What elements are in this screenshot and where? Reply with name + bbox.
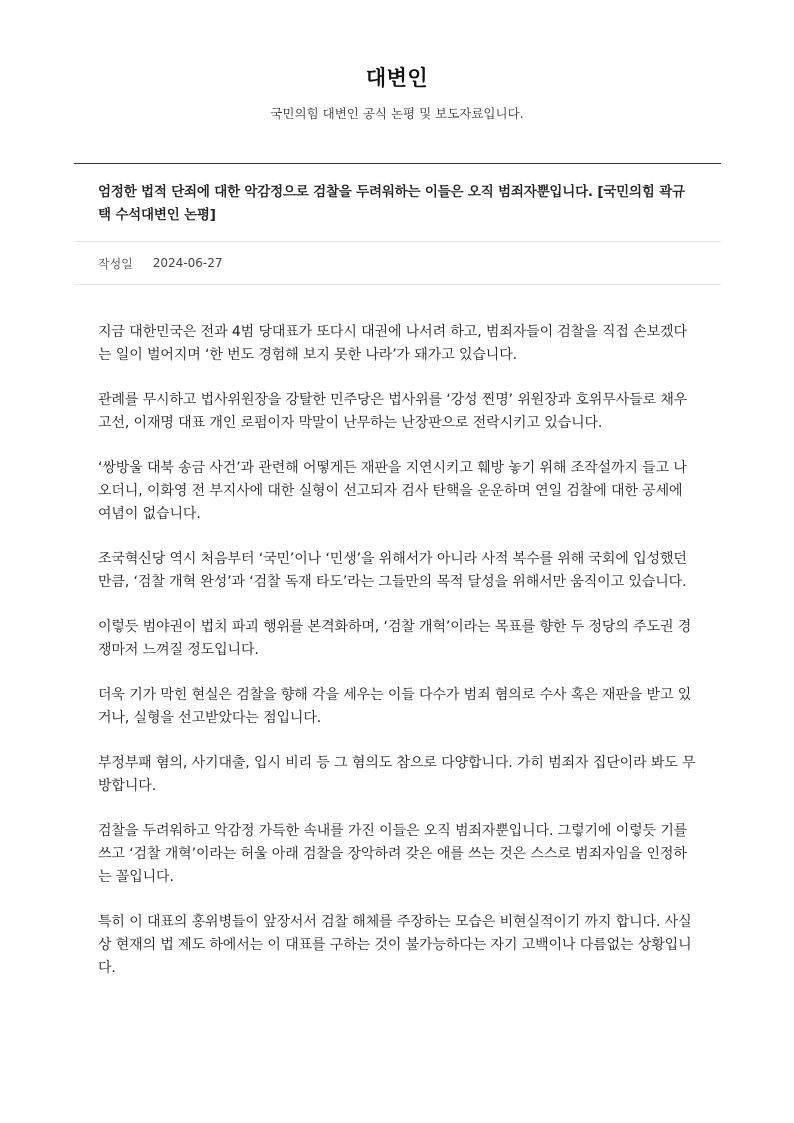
article-body bbox=[74, 285, 721, 980]
page-subtitle: 국민의힘 대변인 공식 논평 및 보도자료입니다. bbox=[270, 106, 524, 121]
paragraph: 검찰을 두려워하고 악감정 가득한 속내를 가진 이들은 오직 범죄자뿐입니다. 그렇기에 이렇듯 기를 쓰고 ‘검찰 개혁’이라는 허울 아래 검찰을 장악하려 갖은 애를 쓰는 것은 스스로 범죄자임을 인정하는 꼴입니다. bbox=[98, 823, 688, 885]
paragraph: 특히 이 대표의 홍위병들이 앞장서서 검찰 해체를 주장하는 모습은 비현실적이기 까지 합니다. 사실상 현재의 법 제도 하에서는 이 대표를 구하는 것이 불가능하다는 자기 고백이나 다름없는 상황입니다. bbox=[98, 914, 692, 976]
article-meta bbox=[74, 241, 721, 285]
date-value: 2024-06-27 bbox=[152, 256, 223, 270]
article bbox=[74, 163, 721, 1002]
article-title: 엄정한 법적 단죄에 대한 악감정으로 검찰을 두려워하는 이들은 오직 범죄자뿐입니다. [국민의힘 곽규택 수석대변인 논평] bbox=[98, 184, 685, 223]
paragraph: ‘쌍방울 대북 송금 사건’과 관련해 어떻게든 재판을 지연시키고 훼방 놓기 위해 조작설까지 들고 나오더니, 이화영 전 부지사에 대한 실형이 선고되자 검사 탄핵을 운운하며 연일 검찰에 대한 공세에 여념이 없습니다. bbox=[98, 460, 687, 522]
page-title: 대변인 bbox=[365, 66, 429, 90]
date-label: 작성일 bbox=[98, 256, 133, 271]
paragraph: 부정부패 혐의, 사기대출, 입시 비리 등 그 혐의도 참으로 다양합니다. 가히 범죄자 집단이라 봐도 무방합니다. bbox=[98, 755, 696, 794]
paragraph: 지금 대한민국은 전과 4범 당대표가 또다시 대권에 나서려 하고, 범죄자들이 검찰을 직접 손보겠다는 일이 벌어지며 ‘한 번도 경험해 보지 못한 나라’가 돼가고 있습니다. bbox=[98, 324, 687, 363]
paragraph: 이렇듯 범야권이 법치 파괴 행위를 본격화하며, ‘검찰 개혁’이라는 목표를 향한 두 정당의 주도권 경쟁마저 느껴질 정도입니다. bbox=[98, 619, 692, 658]
paragraph: 조국혁신당 역시 처음부터 ‘국민’이나 ‘민생’을 위해서가 아니라 사적 복수를 위해 국회에 입성했던 만큼, ‘검찰 개혁 완성’과 ‘검찰 독재 타도’라는 그들만의 목적 달성을 위해서만 움직이고 있습니다. bbox=[98, 551, 687, 590]
paragraph: 더욱 기가 막힌 현실은 검찰을 향해 각을 세우는 이들 다수가 범죄 혐의로 수사 혹은 재판을 받고 있거나, 실형을 선고받았다는 점입니다. bbox=[98, 687, 692, 726]
paragraph: 관례를 무시하고 법사위원장을 강탈한 민주당은 법사위를 ‘강성 찐명’ 위원장과 호위무사들로 채우고선, 이재명 대표 개인 로펌이자 막말이 난무하는 난장판으로 전락시키고 있습니다. bbox=[98, 392, 688, 431]
